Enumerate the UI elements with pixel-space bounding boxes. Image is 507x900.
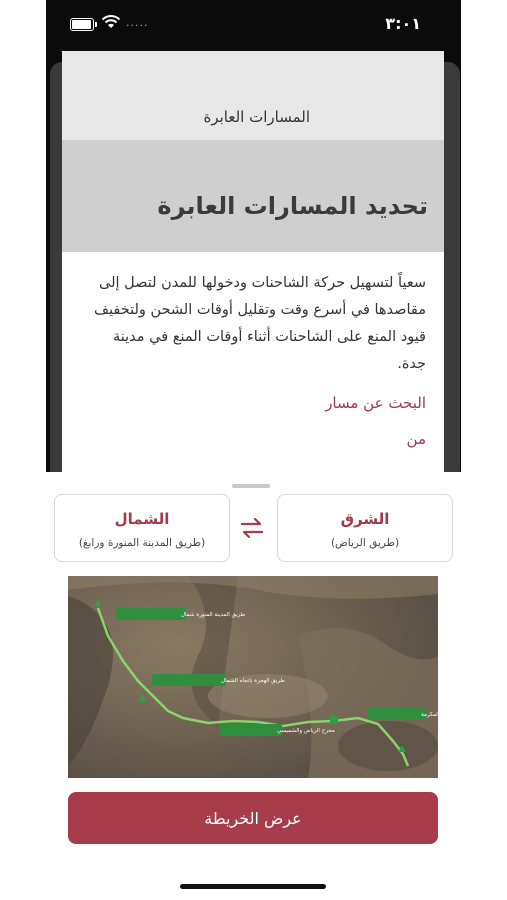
status-time: ٣:٠١ [385, 14, 421, 33]
map-label: مخرج الرياض والشميسي [277, 728, 335, 734]
info-heading: تحديد المسارات العابرة [157, 192, 428, 220]
route-north-sub: (طريق المدينة المنورة ورابغ) [78, 537, 206, 549]
show-map-button[interactable]: عرض الخريطة [68, 792, 438, 844]
route-north-name: الشمال [114, 510, 170, 528]
info-card [62, 51, 444, 478]
map-marker-icon [330, 716, 338, 724]
info-card-header [62, 51, 444, 140]
status-bar [46, 0, 461, 52]
battery-icon [70, 18, 94, 31]
info-body-text: سعياً لتسهيل حركة الشاحنات ودخولها للمدن لتصل إلى مقاصدها في أسرع وقت وتقليل أوقات الشحن ولتخفيف قيود المنع على الشاحنات أثناء أوقات المنع في مدينة جدة. [93, 275, 426, 372]
sheet-grabber[interactable] [232, 484, 270, 488]
route-north-option[interactable] [54, 494, 230, 562]
from-label[interactable]: من [406, 430, 426, 448]
home-indicator [180, 884, 326, 889]
info-card-title: المسارات العابرة [203, 108, 310, 126]
map-label: طريق المدينة المنورة شمال [181, 612, 246, 618]
map-label: طريق الهجرة باتجاه الشمال [221, 678, 285, 684]
search-route-link[interactable]: البحث عن مسار [325, 394, 426, 412]
bottom-sheet [46, 472, 466, 900]
swap-arrows-icon[interactable] [238, 516, 266, 540]
map-label: طريق مكة المكرمة [421, 712, 466, 718]
map-image [68, 576, 466, 778]
route-east-sub: (طريق الرياض) [330, 537, 400, 549]
route-map[interactable] [68, 576, 466, 778]
wifi-icon [101, 14, 121, 30]
route-east-option[interactable] [277, 494, 453, 562]
info-card-band [62, 140, 444, 252]
route-east-name: الشرق [340, 510, 390, 528]
carrier-dots: ..... [126, 16, 149, 29]
